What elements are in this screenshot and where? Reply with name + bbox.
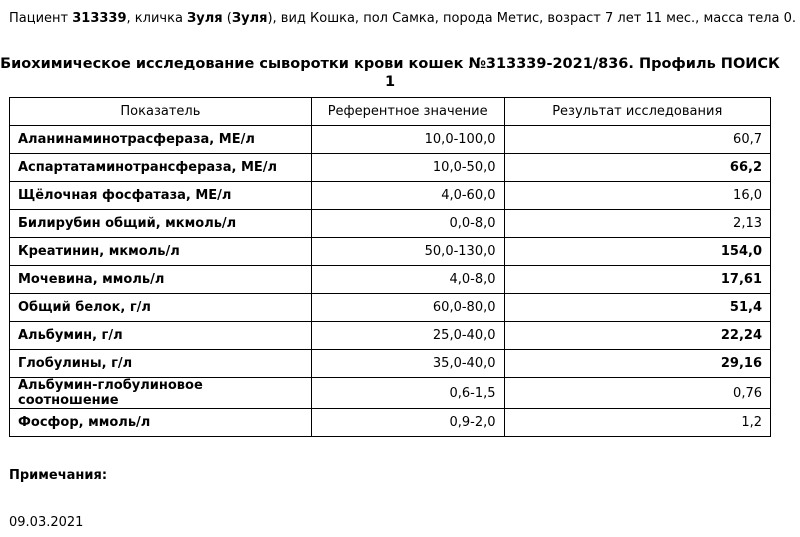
patient-id: 313339 <box>72 11 127 26</box>
paren-open: ( <box>222 11 232 26</box>
result-value: 1,2 <box>504 409 771 437</box>
report-title: Биохимическое исследование сыворотки крови кошек №313339-2021/836. Профиль ПОИСК 1 <box>0 56 780 90</box>
table-row <box>10 154 771 182</box>
table-row <box>10 210 771 238</box>
parameter-name: Креатинин, мкмоль/л <box>10 238 312 266</box>
table-row <box>10 322 771 350</box>
nickname-label: , кличка <box>126 11 188 26</box>
patient-nickname-alt: Зуля <box>231 11 268 26</box>
result-value: 66,2 <box>504 154 771 182</box>
result-value: 17,61 <box>504 266 771 294</box>
result-value: 51,4 <box>504 294 771 322</box>
reference-value: 0,9-2,0 <box>311 409 504 437</box>
result-value: 2,13 <box>504 210 771 238</box>
table-row <box>10 126 771 154</box>
result-value: 0,76 <box>504 378 771 409</box>
header-result: Результат исследования <box>504 98 771 126</box>
result-value: 16,0 <box>504 182 771 210</box>
reference-value: 10,0-50,0 <box>311 154 504 182</box>
results-table <box>9 97 771 437</box>
reference-value: 50,0-130,0 <box>311 238 504 266</box>
reference-value: 4,0-60,0 <box>311 182 504 210</box>
result-value: 29,16 <box>504 350 771 378</box>
table-row <box>10 378 771 409</box>
table-row <box>10 294 771 322</box>
reference-value: 0,0-8,0 <box>311 210 504 238</box>
parameter-name: Аланинаминотрасфераза, МЕ/л <box>10 126 312 154</box>
paren-close: ) <box>267 11 273 26</box>
parameter-name: Глобулины, г/л <box>10 350 312 378</box>
patient-info <box>9 11 796 26</box>
table-row <box>10 409 771 437</box>
reference-value: 4,0-8,0 <box>311 266 504 294</box>
report-date: 09.03.2021 <box>9 515 84 530</box>
parameter-name: Альбумин-глобулиновое соотношение <box>10 378 312 409</box>
header-parameter: Показатель <box>10 98 312 126</box>
reference-value: 35,0-40,0 <box>311 350 504 378</box>
table-header-row <box>10 98 771 126</box>
patient-label: Пациент <box>9 11 73 26</box>
parameter-name: Щёлочная фосфатаза, МЕ/л <box>10 182 312 210</box>
result-value: 22,24 <box>504 322 771 350</box>
reference-value: 10,0-100,0 <box>311 126 504 154</box>
parameter-name: Мочевина, ммоль/л <box>10 266 312 294</box>
parameter-name: Общий белок, г/л <box>10 294 312 322</box>
result-value: 60,7 <box>504 126 771 154</box>
patient-nickname: Зуля <box>187 11 223 26</box>
reference-value: 60,0-80,0 <box>311 294 504 322</box>
patient-details: , вид Кошка, пол Самка, порода Метис, возраст 7 лет 11 мес., масса тела 0. <box>272 11 796 26</box>
table-row <box>10 238 771 266</box>
notes-label: Примечания: <box>9 468 108 483</box>
reference-value: 0,6-1,5 <box>311 378 504 409</box>
result-value: 154,0 <box>504 238 771 266</box>
table-row <box>10 182 771 210</box>
reference-value: 25,0-40,0 <box>311 322 504 350</box>
table-row <box>10 266 771 294</box>
table-row <box>10 350 771 378</box>
parameter-name: Альбумин, г/л <box>10 322 312 350</box>
header-reference: Референтное значение <box>311 98 504 126</box>
parameter-name: Аспартатаминотрансфераза, МЕ/л <box>10 154 312 182</box>
parameter-name: Билирубин общий, мкмоль/л <box>10 210 312 238</box>
parameter-name: Фосфор, ммоль/л <box>10 409 312 437</box>
